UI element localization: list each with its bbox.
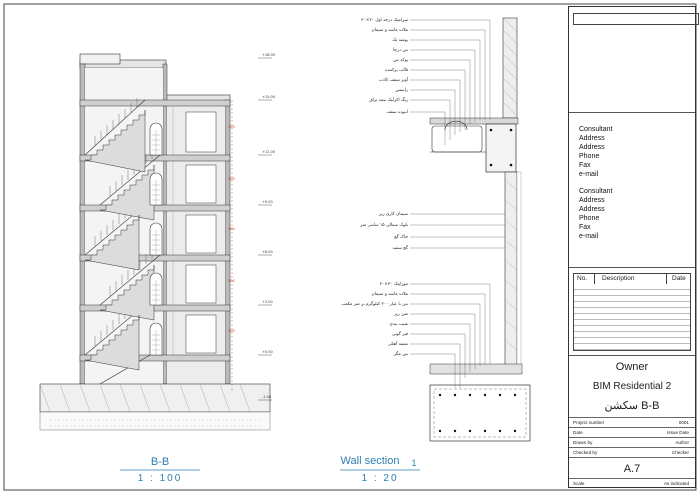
revision-header	[573, 13, 699, 25]
svg-text:+9.00: +9.00	[262, 200, 273, 204]
upper-annotations	[361, 17, 409, 115]
revision-no-header: No.	[577, 275, 588, 282]
svg-text:+15.00: +15.00	[262, 95, 275, 99]
annotation-label: رنگ اکرلیک نیمه براق	[369, 98, 408, 103]
middle-annotations	[359, 211, 409, 251]
sheet-name: سکشن B-B	[604, 400, 660, 412]
annotation-label: شیب بندی	[389, 322, 408, 327]
annotation-label: سرامیک درجه اول ۲۰×۲۰	[361, 18, 408, 23]
annotation-label: شن ریز	[394, 312, 408, 317]
annotation-label: بلوک سفالی ۱۵ سانتی متر	[360, 223, 408, 228]
svg-text:+0.00: +0.00	[262, 350, 273, 354]
annotation-label: آویز سقف کاذب	[378, 78, 408, 83]
owner-label: Owner	[615, 361, 649, 373]
annotation-label: بتن مگر	[393, 352, 408, 357]
consultant-1: Consultant Address Address Phone Fax e-mail	[579, 126, 613, 178]
scale-row: Scale As indicated	[569, 478, 695, 489]
annotation-label: قالب پرکننده	[385, 68, 408, 73]
annotation-label: خاک گچ	[394, 235, 408, 240]
svg-text:-1.00: -1.00	[262, 395, 272, 399]
project-name: BIM Residential 2	[592, 381, 672, 392]
consultant-2: Consultant Address Address Phone Fax e-mail	[579, 188, 613, 240]
wall-section-number: 1	[411, 458, 417, 468]
svg-text:300: 300	[228, 279, 235, 283]
svg-text:300: 300	[228, 125, 235, 129]
svg-text:+3.00: +3.00	[262, 300, 273, 304]
annotation-label: ملات ماسه و سیمان	[371, 292, 408, 297]
annotation-label: سیمان کاری زبر	[378, 212, 408, 217]
wall-section-detail	[410, 18, 530, 441]
title-block	[568, 6, 696, 488]
annotation-label: پوکه بتن	[393, 58, 408, 63]
annotation-label: رابیتس	[395, 88, 408, 93]
svg-text:300: 300	[228, 177, 235, 181]
annotation-label: انبوده سقف	[386, 110, 408, 115]
annotation-label: ملات ماسه و سیمان	[371, 28, 408, 33]
building-section	[40, 53, 275, 430]
svg-text:300: 300	[228, 227, 235, 231]
svg-text:+12.00: +12.00	[262, 150, 275, 154]
revision-date-header: Date	[672, 275, 686, 282]
section-scale: 1 : 100	[137, 473, 183, 484]
annotation-label: قیر گونی	[391, 332, 408, 337]
svg-text:+6.00: +6.00	[262, 250, 273, 254]
annotation-label: موزاییک ۳۰×۳۰	[379, 282, 408, 287]
checked-by-row: Checked by Checker	[569, 447, 695, 458]
section-title: B-B	[150, 456, 170, 468]
svg-text:300: 300	[228, 329, 235, 333]
annotation-label: پوشه تک	[392, 38, 408, 43]
svg-text:+18.00: +18.00	[262, 53, 275, 57]
annotation-label: بتن درجا	[392, 48, 408, 53]
date-row: Date Issue Date	[569, 427, 695, 438]
revision-description-header: Description	[602, 275, 635, 282]
lower-annotations	[341, 281, 408, 357]
annotation-label: بتن با عیار ۲۰۰ کیلوگرم بر متر مکعب	[341, 302, 408, 307]
drawn-by-row: Drawn by Author	[569, 437, 695, 448]
wall-section-scale: 1 : 20	[361, 473, 399, 484]
sheet-number: A.7	[569, 457, 695, 480]
annotation-label: شفته آهکی	[387, 342, 408, 347]
wall-section-title: Wall section	[340, 455, 400, 467]
revision-table	[573, 273, 691, 351]
project-number-row: Project number 0001	[569, 417, 695, 428]
annotation-label: گچ سفید	[392, 246, 408, 251]
